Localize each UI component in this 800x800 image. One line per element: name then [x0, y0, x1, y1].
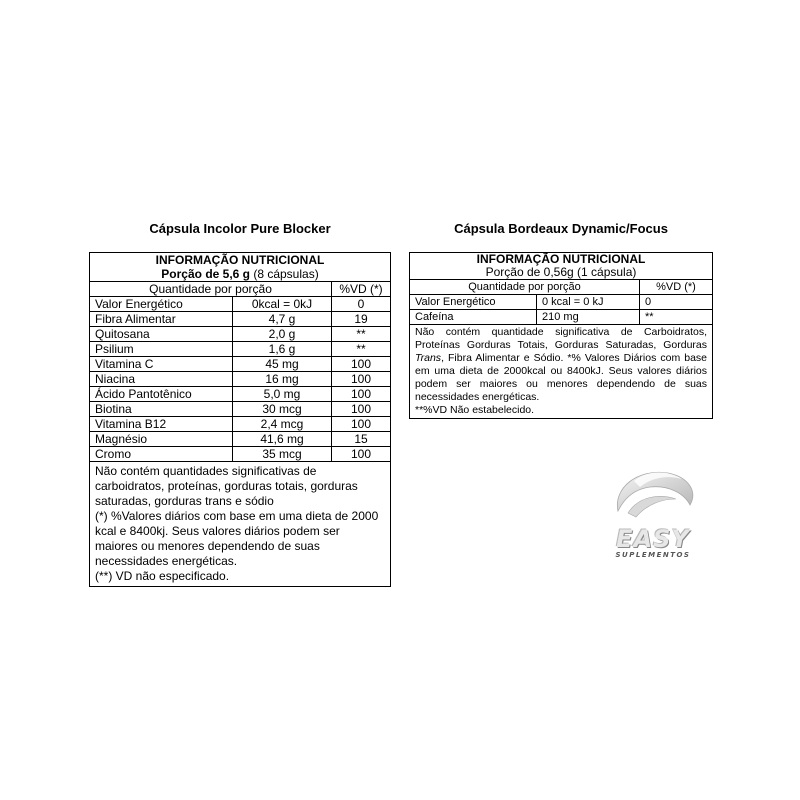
right-note-part-1: Não contém quantidade significativa de Carboidratos, Proteínas Gorduras Totais, Gorduras Saturadas, Gorduras	[415, 326, 707, 351]
right-table-title: Cápsula Bordeaux Dynamic/Focus	[454, 221, 668, 236]
table-row	[90, 357, 391, 372]
left-portion-rest: (8 cápsulas)	[250, 267, 319, 281]
left-header-text: INFORMAÇÃO NUTRICIONAL	[155, 253, 325, 267]
table-row	[90, 447, 391, 462]
nutrient-vd: **	[332, 327, 391, 342]
nutrient-vd: 19	[332, 312, 391, 327]
right-note-footer: **%VD Não estabelecido.	[415, 404, 535, 416]
nutrient-name: Ácido Pantotênico	[90, 387, 233, 402]
nutrient-name: Cromo	[90, 447, 233, 462]
table-row	[410, 310, 713, 325]
nutrient-name: Valor Energético	[410, 295, 537, 310]
nutrient-name: Vitamina B12	[90, 417, 233, 432]
nutrient-name: Vitamina C	[90, 357, 233, 372]
table-row	[90, 417, 391, 432]
nutrient-qty: 2,0 g	[233, 327, 332, 342]
table-row	[90, 387, 391, 402]
right-portion: Porção de 0,56g (1 cápsula)	[485, 265, 637, 279]
nutrient-vd: 100	[332, 372, 391, 387]
nutrient-qty: 45 mg	[233, 357, 332, 372]
nutrient-vd: 100	[332, 417, 391, 432]
nutrient-vd: 100	[332, 402, 391, 417]
table-row	[90, 312, 391, 327]
right-col-qty: Quantidade por porção	[410, 280, 640, 295]
nutrient-name: Magnésio	[90, 432, 233, 447]
table-row	[90, 342, 391, 357]
nutrient-vd: **	[332, 342, 391, 357]
right-note-part-2: , Fibra Alimentar e Sódio. *% Valores Diários com base em uma dieta de 2000kcal ou 8400kJ. Seus valores diários podem ser maiores ou menores dependendo de suas necessidades energéticas.	[415, 352, 707, 403]
left-table-title: Cápsula Incolor Pure Blocker	[149, 221, 331, 236]
nutrient-qty: 5,0 mg	[233, 387, 332, 402]
right-note-body	[415, 326, 707, 404]
easy-suplementos-logo	[598, 463, 708, 563]
table-row	[90, 327, 391, 342]
left-col-vd: %VD (*)	[332, 282, 391, 297]
nutrient-vd: 0	[640, 295, 713, 310]
right-table-header	[410, 253, 713, 280]
nutrient-vd: 100	[332, 387, 391, 402]
nutrient-qty: 210 mg	[537, 310, 640, 325]
left-nutrition-table	[89, 252, 391, 587]
right-header-text: INFORMAÇÃO NUTRICIONAL	[476, 252, 646, 266]
table-row	[90, 372, 391, 387]
table-row	[90, 432, 391, 447]
nutrient-name: Cafeína	[410, 310, 537, 325]
right-table-notes	[410, 325, 713, 419]
left-portion-bold: Porção de 5,6 g	[161, 267, 250, 281]
nutrient-name: Quitosana	[90, 327, 233, 342]
nutrient-name: Biotina	[90, 402, 233, 417]
nutrient-name: Psilium	[90, 342, 233, 357]
right-note-italic: Trans	[415, 352, 442, 364]
nutrient-name: Valor Energético	[90, 297, 233, 312]
left-col-qty: Quantidade por porção	[90, 282, 332, 297]
nutrient-qty: 35 mcg	[233, 447, 332, 462]
nutrient-qty: 41,6 mg	[233, 432, 332, 447]
table-row	[90, 297, 391, 312]
nutrient-vd: 100	[332, 447, 391, 462]
nutrient-vd: **	[640, 310, 713, 325]
right-col-vd: %VD (*)	[640, 280, 713, 295]
nutrient-qty: 16 mg	[233, 372, 332, 387]
nutrient-qty: 4,7 g	[233, 312, 332, 327]
logo-sub-text: SUPLEMENTOS	[615, 551, 691, 559]
left-table-header	[90, 253, 391, 282]
left-note-3: (**) VD não especificado.	[95, 569, 230, 583]
nutrient-vd: 0	[332, 297, 391, 312]
left-note-2: (*) %Valores diários com base em uma dieta de 2000 kcal e 8400kj. Seus valores diários podem ser maiores ou menores dependendo de suas necessidades energéticas.	[95, 509, 379, 568]
nutrient-vd: 100	[332, 357, 391, 372]
logo-brand-text: EASY	[616, 525, 690, 553]
nutrient-vd: 15	[332, 432, 391, 447]
nutrient-qty: 2,4 mcg	[233, 417, 332, 432]
nutrient-qty: 0kcal = 0kJ	[233, 297, 332, 312]
nutrient-qty: 30 mcg	[233, 402, 332, 417]
swoosh-icon	[598, 463, 708, 533]
left-note-1: Não contém quantidades significativas de carboidratos, proteínas, gorduras totais, gorduras saturadas, gorduras trans e sódio	[95, 464, 358, 508]
nutrient-qty: 0 kcal = 0 kJ	[537, 295, 640, 310]
nutrient-name: Fibra Alimentar	[90, 312, 233, 327]
table-row	[410, 295, 713, 310]
table-row	[90, 402, 391, 417]
nutrient-qty: 1,6 g	[233, 342, 332, 357]
right-nutrition-table	[409, 252, 713, 419]
nutrient-name: Niacina	[90, 372, 233, 387]
left-table-notes	[90, 462, 391, 587]
